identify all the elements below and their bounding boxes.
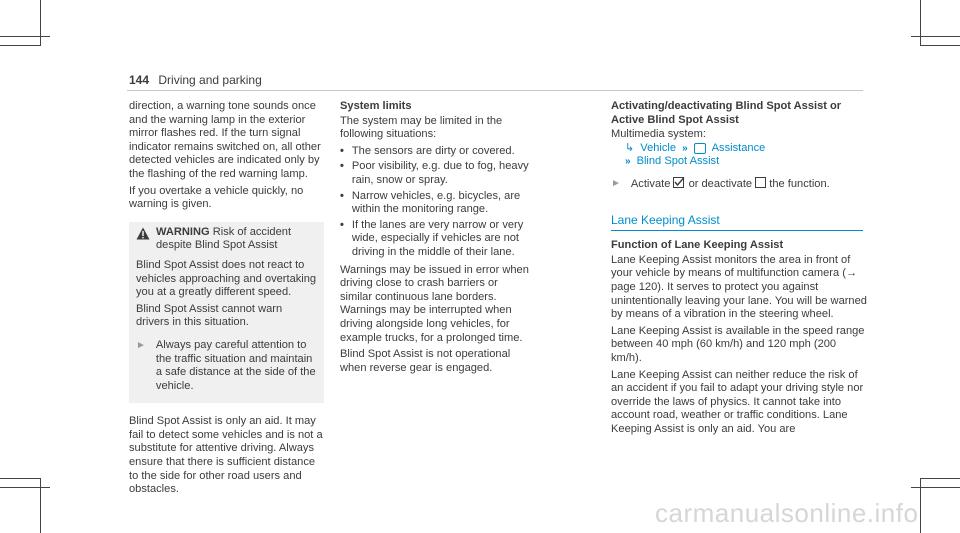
section-heading: System limits: [340, 100, 412, 112]
paragraph: Lane Keeping Assist can neither reduce the risk of an accident if you fail to adapt your driving style nor override the laws of physics. It cannot take into account road, weather or traffic conditions. Lane Keeping Assist is only an aid. You are: [611, 368, 864, 435]
paragraph: direction, a warning tone sounds once and the warning lamp in the exterior mirror flashes red. If the turn signal indicator remains switched on, all other detected vehicles are indicated only by the flashing of the red warning lamp.: [129, 100, 321, 180]
nav-path: [625, 155, 867, 169]
warning-action: [136, 339, 317, 393]
warning-box: [129, 222, 324, 404]
list-item-text: Poor visibility, e.g. due to fog, heavy rain, snow or spray.: [351, 160, 529, 186]
crop-mark: [40, 0, 41, 46]
bullet-icon: •: [340, 144, 344, 157]
paragraph: If you overtake a vehicle quickly, no warning is given.: [129, 184, 304, 211]
column-1: [129, 100, 324, 500]
list-item: [340, 160, 530, 187]
bullet-icon: •: [340, 160, 344, 173]
crop-mark: [911, 36, 960, 37]
chevron-right-icon: »: [625, 156, 631, 168]
crop-mark: [911, 487, 960, 488]
crop-mark: [920, 478, 960, 479]
warning-title: Risk of accident despite Blind Spot Assist: [156, 225, 292, 252]
bullet-icon: •: [340, 218, 344, 231]
crop-mark: [0, 36, 50, 37]
crop-mark: [40, 478, 41, 533]
nav-assistance: Assistance: [711, 141, 766, 154]
action-arrow-icon: ►: [136, 339, 146, 351]
list-item-text: If the lanes are very narrow or very wide, especially if vehicles are not driving in the middle of their lane.: [351, 218, 524, 258]
page-header: [129, 73, 262, 87]
crop-mark: [920, 45, 960, 46]
subsection-heading: Function of Lane Keeping Assist: [611, 239, 784, 252]
page-header-title: Driving and parking: [158, 73, 262, 87]
paragraph: Lane Keeping Assist monitors the area in front of your vehicle by means of multifunction camera (→ page 120). It serves to protect you against unintentionally leaving your lane. You will be warned by means of a vibration in the steering wheel.: [611, 253, 867, 321]
nav-path: [625, 142, 867, 156]
step-text: the function.: [769, 177, 830, 190]
crop-mark: [920, 478, 921, 533]
list-item: [340, 190, 530, 217]
list-item: [340, 219, 530, 260]
chevron-right-icon: »: [682, 142, 688, 154]
paragraph: Blind Spot Assist is not operational when reverse gear is engaged.: [340, 348, 511, 374]
bullet-icon: •: [340, 189, 344, 202]
warning-header: [136, 226, 317, 253]
crop-mark: [0, 487, 50, 488]
multimedia-label: Multimedia system:: [611, 128, 706, 141]
list-item: [340, 145, 530, 159]
watermark: carmanualsonline.info: [655, 498, 919, 528]
step-text: or deactivate: [688, 177, 753, 190]
warning-text: Blind Spot Assist does not react to vehicles approaching and overtaking you at a greatly different speed.: [136, 258, 317, 299]
section-divider: [611, 230, 863, 231]
header-divider: [127, 90, 863, 91]
paragraph: Blind Spot Assist is only an aid. It may fail to detect some vehicles and is not a substitute for attentive driving. Always ensure that there is sufficient distance to the side for other road users and obstacles.: [129, 415, 323, 496]
nav-vehicle: Vehicle: [640, 141, 677, 154]
crop-mark: [920, 0, 921, 46]
section-heading: Activating/deactivating Blind Spot Assist or Active Blind Spot Assist: [611, 100, 842, 126]
step-text: Activate: [630, 177, 671, 190]
warning-triangle-icon: [136, 227, 150, 240]
list-item-text: The sensors are dirty or covered.: [351, 144, 515, 157]
assistance-icon: [694, 143, 706, 154]
return-arrow-icon: ↳: [625, 141, 635, 154]
section-title: Lane Keeping Assist: [611, 212, 720, 227]
warning-label: WARNING: [156, 225, 210, 238]
crop-mark: [0, 45, 40, 46]
list-item-text: Narrow vehicles, e.g. bicycles, are within the monitoring range.: [351, 189, 521, 216]
nav-blind-spot-assist: Blind Spot Assist: [636, 155, 720, 168]
checkbox-checked-icon: [673, 177, 685, 188]
paragraph: Lane Keeping Assist is available in the speed range between 40 mph (60 km/h) and 120 mph (200 km/h).: [611, 324, 865, 364]
paragraph: The system may be limited in the following situations:: [340, 114, 503, 141]
instruction-step: [611, 177, 867, 192]
paragraph: Warnings may be issued in error when driving close to crash barriers or similar continuous lane borders. Warnings may be interrupted when driving alongside long vehicles, for example trucks, for a prolonged time.: [340, 263, 529, 344]
crop-mark: [0, 478, 40, 479]
warning-action-text: Always pay careful attention to the traffic situation and maintain a safe distance at the side of the vehicle.: [155, 338, 316, 392]
checkbox-empty-icon: [755, 177, 766, 188]
action-arrow-icon: ►: [611, 177, 621, 189]
warning-text: Blind Spot Assist cannot warn drivers in this situation.: [136, 302, 283, 329]
column-3: [611, 100, 867, 439]
page-number: 144: [129, 73, 150, 87]
column-2: [340, 100, 530, 378]
